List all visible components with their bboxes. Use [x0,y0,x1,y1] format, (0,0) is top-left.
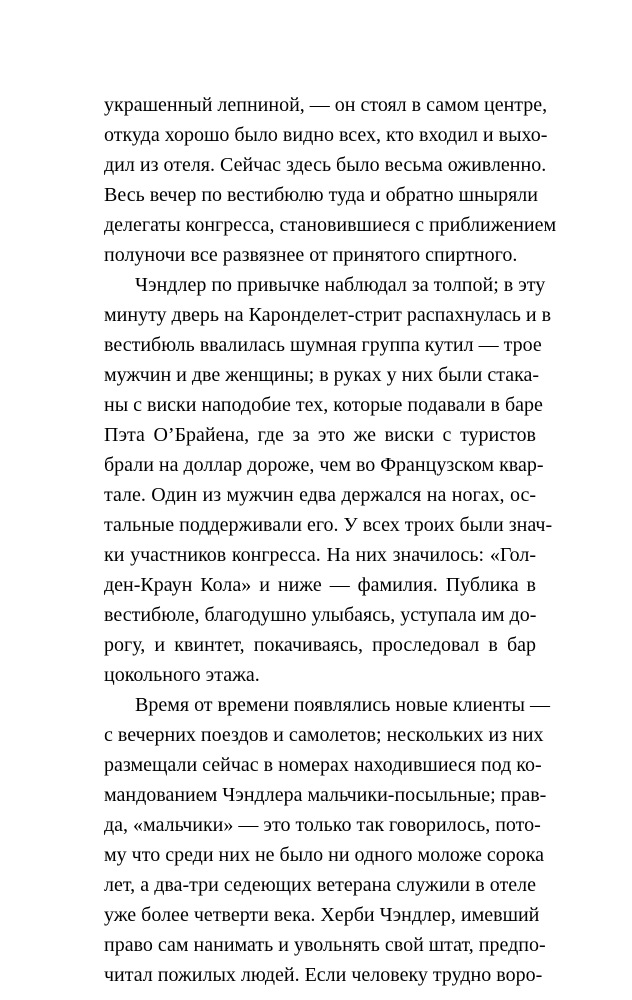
text-line: полуночи все развязнее от принятого спиртного. [104,244,518,266]
text-line: ки участников конгресса. На них значилось: «Гол- [104,544,536,566]
text-line: му что среди них не было ни одного моложе сорока [104,844,545,866]
text-line: вестибюле, благодушно улыбаясь, уступала им до- [104,604,537,626]
text-line: брали на доллар дороже, чем во Французском квар- [104,454,544,476]
text-line: с вечерних поездов и самолетов; нескольких из них [104,724,544,746]
text-line: откуда хорошо было видно всех, кто входил и выхо- [104,124,548,146]
text-line: Весь вечер по вестибюлю туда и обратно шныряли [104,184,538,206]
text-line: Чэндлер по привычке наблюдал за толпой; в эту [135,274,546,296]
text-line: да, «мальчики» — это только так говорилось, пото- [104,814,541,836]
text-line: мандованием Чэндлера мальчики-посыльные; прав- [104,784,547,806]
text-line: вестибюль ввалилась шумная группа кутил — трое [104,334,542,356]
text-line: Пэта О’Брайена, где за это же виски с туристов [104,424,536,446]
text-line: тале. Один из мужчин едва держался на ногах, ос- [104,484,536,506]
text-line: минуту дверь на Каронделет-стрит распахнулась и в [104,304,552,326]
text-line: дил из отеля. Сейчас здесь было весьма оживленно. [104,154,547,176]
text-line: лет, а два-три седеющих ветерана служили в отеле [104,874,536,896]
text-line: цокольного этажа. [104,664,260,686]
text-line: Время от времени появлялись новые клиенты — [135,694,550,716]
text-line: тальные поддерживали его. У всех троих были знач- [104,514,553,536]
text-line: мужчин и две женщины; в руках у них были стака- [104,364,540,386]
text-line: читал пожилых людей. Если человеку трудно воро- [104,964,543,986]
text-line: уже более четверти века. Херби Чэндлер, имевший [104,904,540,926]
text-line: рогу, и квинтет, покачиваясь, проследовал в бар [104,634,536,656]
text-line: ден-Краун Кола» и ниже — фамилия. Публика в [104,574,536,596]
text-line: ны с виски наподобие тех, которые подавали в баре [104,394,543,416]
text-line: размещали сейчас в номерах находившиеся под ко- [104,754,542,776]
text-line: украшенный лепниной, — он стоял в самом центре, [104,94,548,116]
text-line: право сам нанимать и увольнять свой штат, предпо- [104,934,546,956]
text-line: делегаты конгресса, становившиеся с приближением [104,214,557,236]
